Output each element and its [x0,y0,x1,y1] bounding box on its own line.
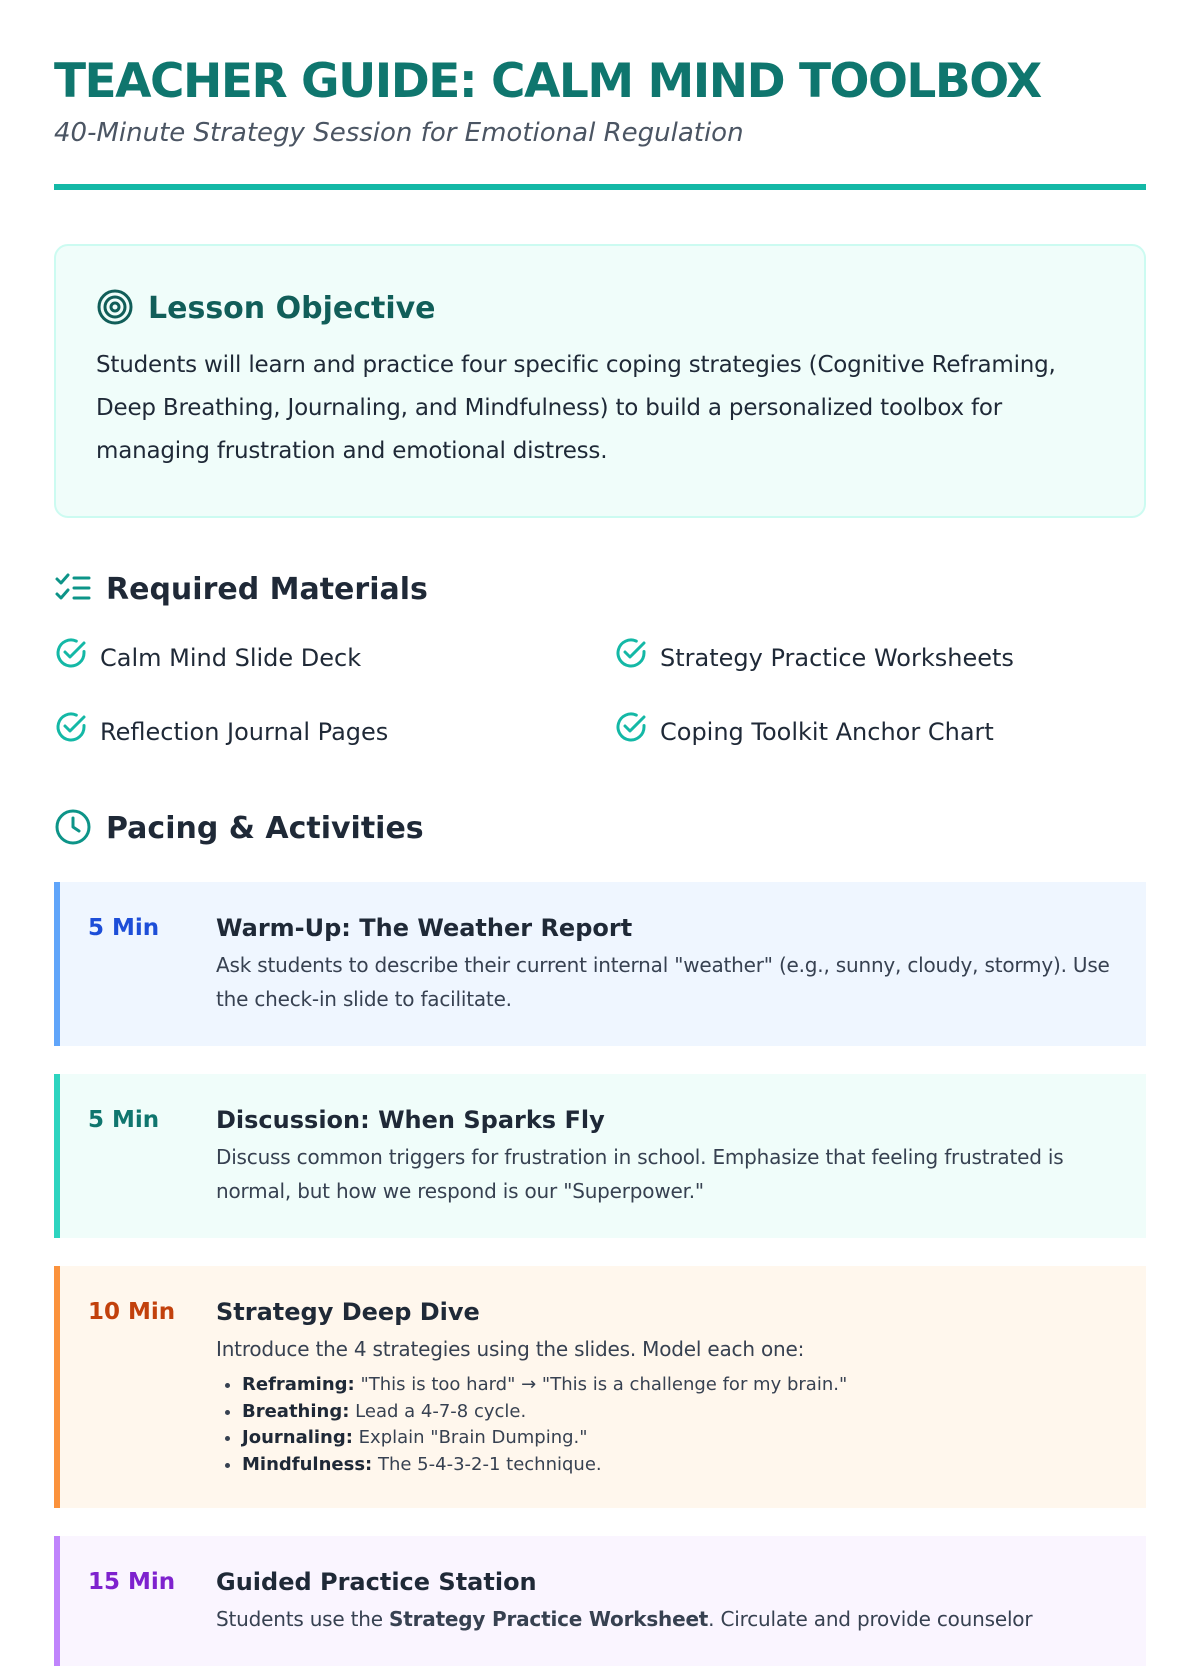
strategy-list [216,1372,1116,1478]
checklist-icon [54,571,92,609]
header-divider [54,184,1146,190]
activity-description [216,1602,1116,1636]
materials-list [54,636,1146,754]
strategy-term: Breathing: [242,1400,350,1422]
lesson-objective-card [54,244,1146,518]
activity-warm-up [54,882,1146,1046]
strategy-text: The 5-4-3-2-1 technique. [372,1453,602,1475]
material-label: Reflection Journal Pages [100,718,389,746]
material-label: Strategy Practice Worksheets [660,644,1014,672]
activity-title: Strategy Deep Dive [216,1298,480,1326]
check-circle-icon [54,710,88,754]
pacing-title: Pacing & Activities [106,811,424,846]
strategy-item [242,1425,1116,1452]
material-item [614,636,1174,680]
desc-text: Students use the [216,1607,390,1631]
target-icon [96,288,134,330]
page-title: TEACHER GUIDE: CALM MIND TOOLBOX [54,54,1041,109]
activity-accent-bar [54,1266,60,1508]
desc-text: . Circulate and provide counselor [708,1607,1033,1631]
activity-discussion [54,1074,1146,1238]
activity-description: Discuss common triggers for frustration in school. Emphasize that feeling frustrated is normal, but how we respond is our "Superpower." [216,1145,1064,1203]
strategy-text: "This is too hard" → "This is a challenge for my brain." [354,1374,848,1395]
material-item [614,710,1174,754]
materials-title: Required Materials [106,572,428,607]
material-label: Coping Toolkit Anchor Chart [660,718,994,746]
activity-description: Introduce the 4 strategies using the slides. Model each one: [216,1337,805,1361]
strategy-text: Explain "Brain Dumping." [352,1427,588,1448]
check-circle-icon [614,710,648,754]
strategy-text: Lead a 4-7-8 cycle. [349,1400,527,1422]
page-subtitle: 40-Minute Strategy Session for Emotional Regulation [54,118,744,148]
objective-text: Students will learn and practice four specific coping strategies (Cognitive Reframing, Deep Breathing, Journaling, and Mindfulness) to build a personalized toolbox for managing frustration and emotional distress. [96,352,1056,464]
strategy-term: Journaling: [242,1427,353,1448]
check-circle-icon [614,636,648,680]
strategy-term: Mindfulness: [242,1453,373,1475]
required-materials-section [54,570,1146,754]
material-item [54,710,614,754]
activity-title: Warm-Up: The Weather Report [216,914,633,942]
strategy-term: Reframing: [242,1374,355,1395]
strategy-item [242,1452,1116,1479]
activity-time: 15 Min [88,1569,176,1595]
worksheet-name: Strategy Practice Worksheet [389,1607,709,1631]
clock-icon [54,808,92,850]
header [54,0,1146,190]
check-circle-icon [54,636,88,680]
activity-accent-bar [54,882,60,1046]
activity-title: Discussion: When Sparks Fly [216,1106,605,1134]
activity-time: 10 Min [88,1299,176,1325]
activity-accent-bar [54,1074,60,1238]
activity-time: 5 Min [88,915,160,941]
strategy-item [242,1372,1116,1399]
activity-description: Ask students to describe their current internal "weather" (e.g., sunny, cloudy, stormy). Use the check-in slide to facilitate. [216,953,1110,1011]
activity-strategy-deep-dive [54,1266,1146,1508]
strategy-item [242,1399,1116,1426]
activity-title: Guided Practice Station [216,1568,537,1596]
activity-guided-practice [54,1536,1146,1666]
pacing-section [54,808,1146,1666]
activity-accent-bar [54,1536,60,1666]
activity-time: 5 Min [88,1107,160,1133]
objective-title: Lesson Objective [148,291,436,326]
material-label: Calm Mind Slide Deck [100,644,362,672]
material-item [54,636,614,680]
activity-list [54,882,1146,1666]
